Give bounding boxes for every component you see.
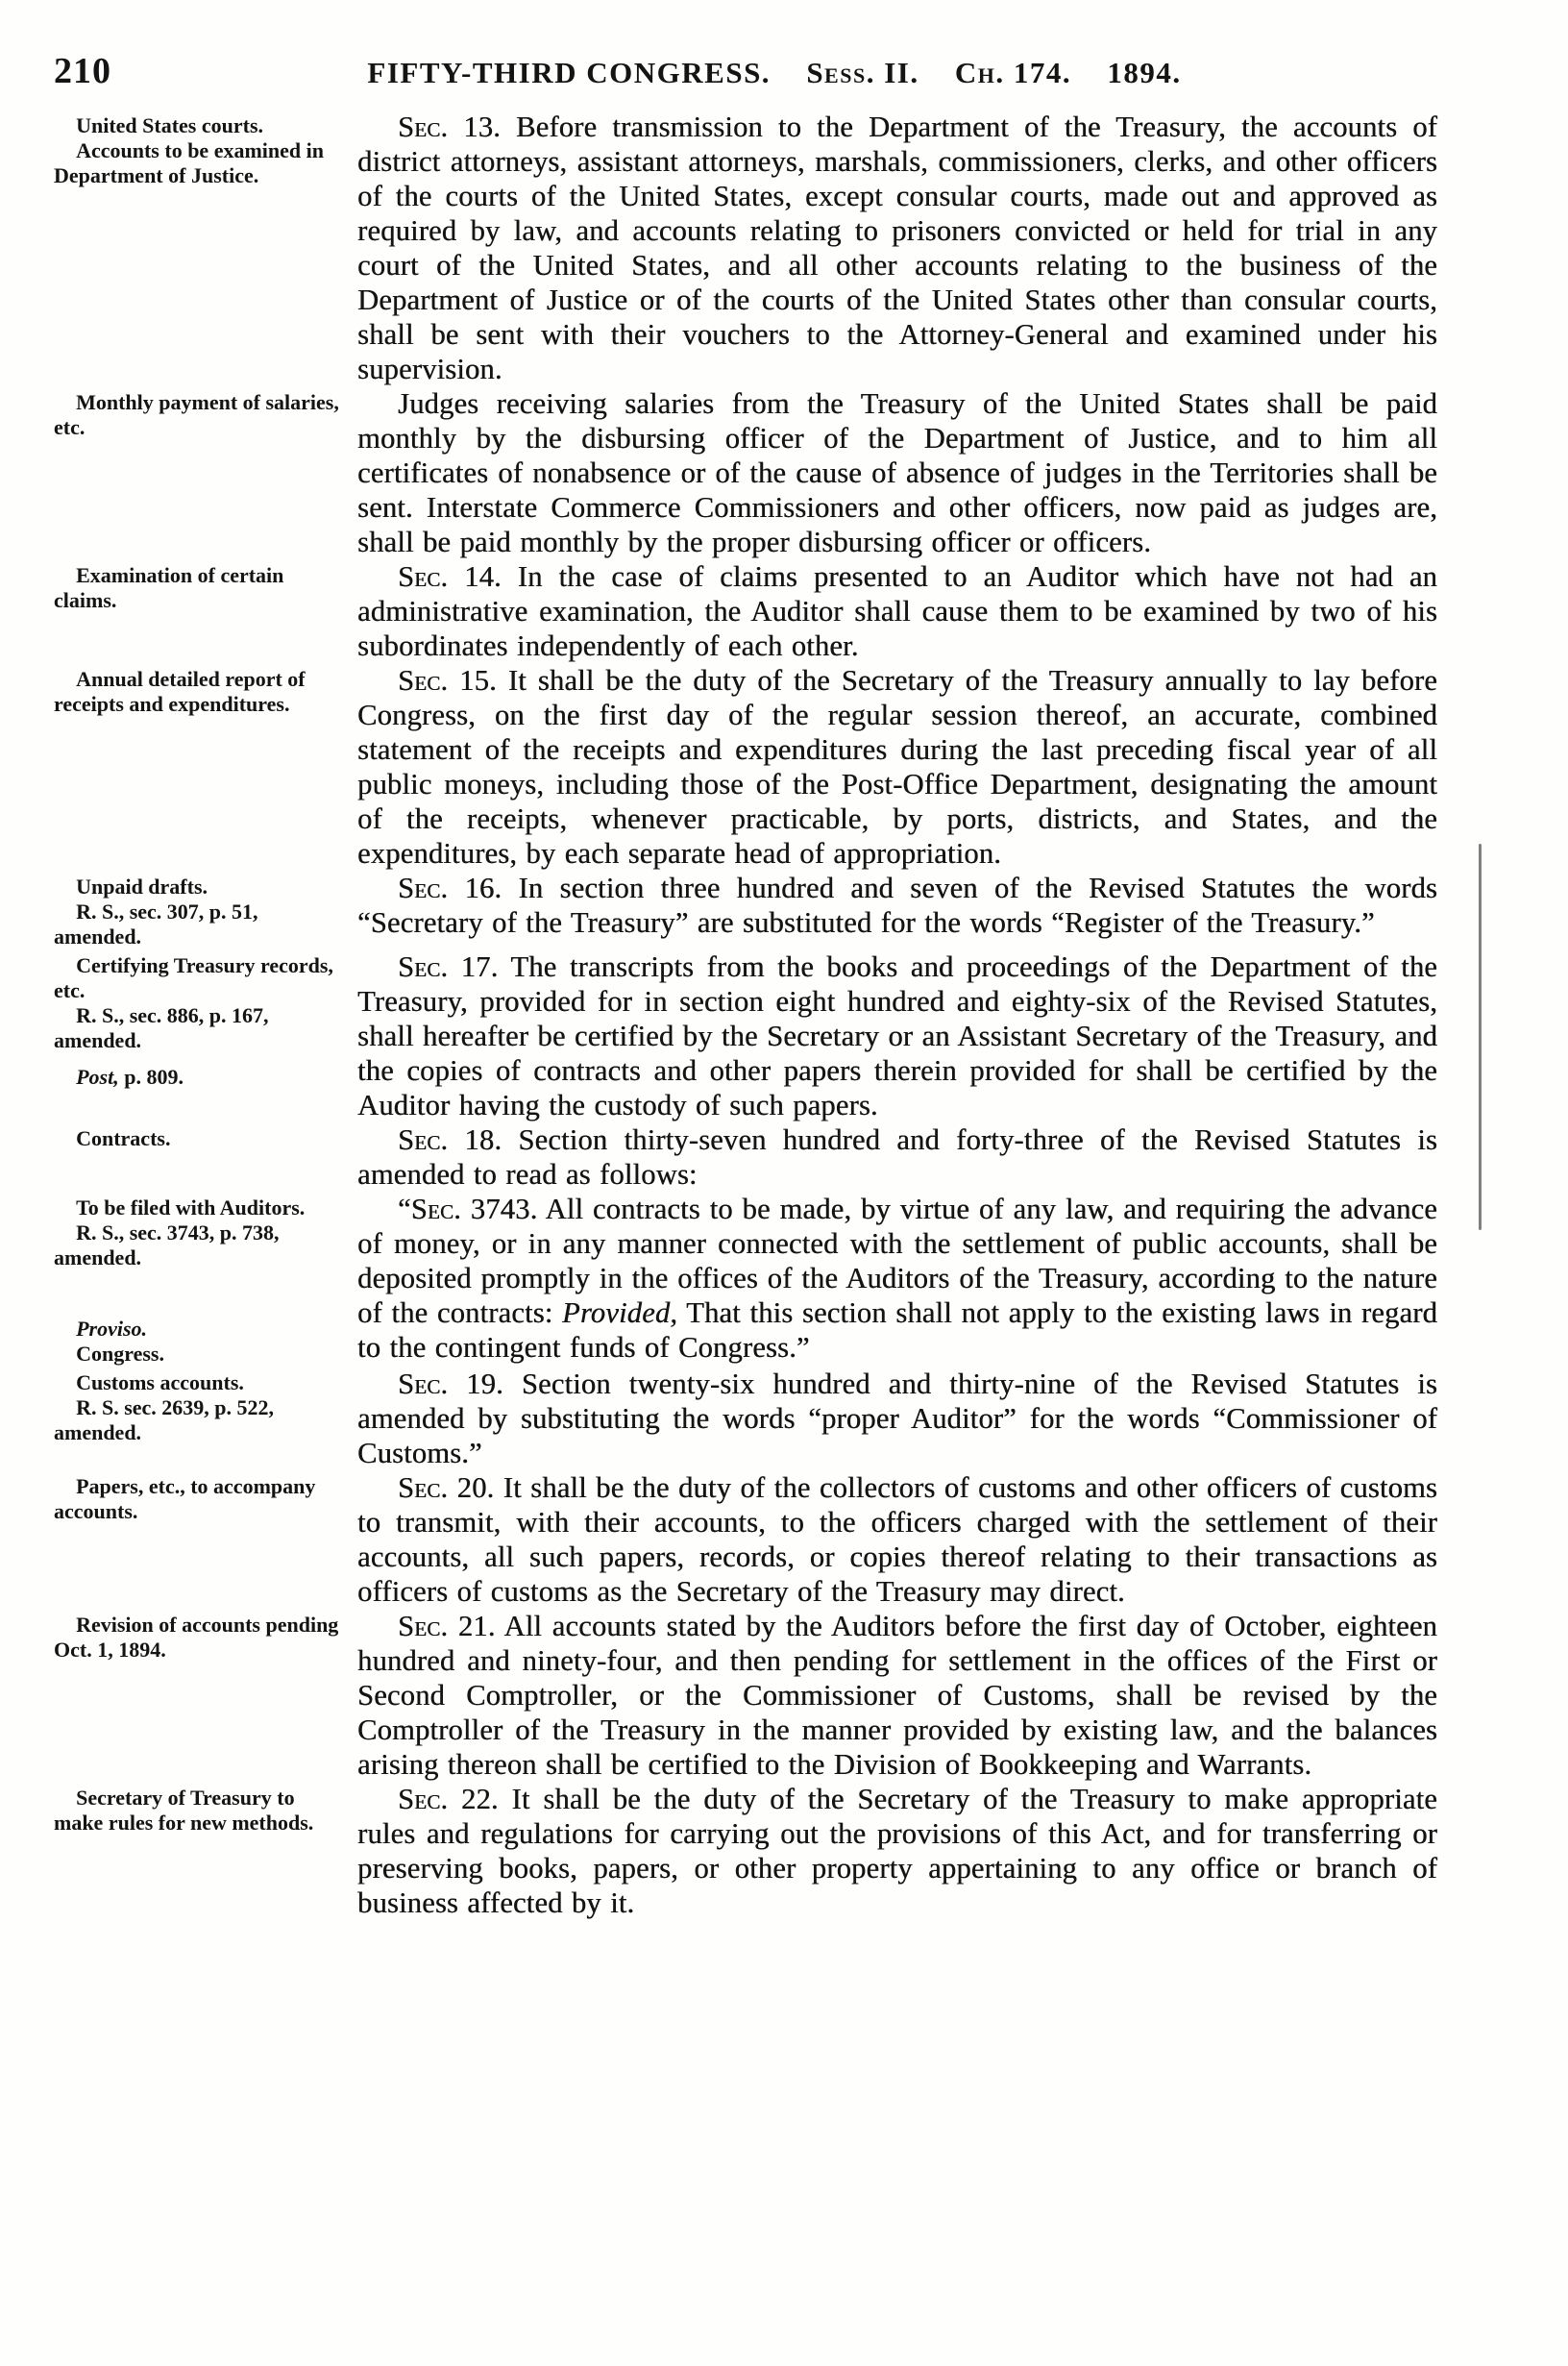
margin-notes bbox=[54, 1470, 348, 1609]
text-segment: That this section shall not apply to the existing laws in regard to the contingent funds of Congress.” bbox=[357, 1295, 1437, 1364]
text-segment: Revision of accounts pending Oct. 1, 1894. bbox=[54, 1612, 339, 1662]
margin-notes bbox=[54, 386, 348, 559]
margin-note bbox=[54, 1613, 348, 1663]
section-label: Sec. 13. bbox=[398, 111, 501, 143]
section-label: Sec. 15. bbox=[398, 664, 497, 697]
statute-paragraph bbox=[357, 1609, 1437, 1782]
running-head-chapter: Ch. 174. bbox=[954, 56, 1072, 89]
margin-note-group bbox=[54, 1065, 348, 1090]
section-label: Sec. 14. bbox=[398, 560, 502, 593]
margin-note bbox=[54, 1370, 348, 1395]
text-segment: p. 809. bbox=[118, 1064, 184, 1089]
margin-note-group bbox=[54, 1317, 348, 1367]
text-segment: United States courts. bbox=[76, 113, 264, 137]
text-segment: R. S., sec. 307, p. 51, amended. bbox=[54, 899, 258, 949]
margin-note bbox=[54, 1220, 348, 1270]
margin-note-group bbox=[54, 875, 348, 949]
statute-paragraph bbox=[357, 871, 1437, 949]
text-segment: Papers, etc., to accompany accounts. bbox=[54, 1473, 316, 1523]
margin-note-group bbox=[54, 1195, 348, 1270]
text-segment: It shall be the duty of the Secretary of the Treasury to make appropriate rules and regulations for carrying out the provisions of this Act, and for transferring or preserving books, papers, or other property appertaining to any office or branch of business affected by it. bbox=[357, 1782, 1437, 1919]
running-head-congress: FIFTY-THIRD CONGRESS. bbox=[367, 56, 772, 89]
text-segment: In the case of claims presented to an Auditor which have not had an administrative examination, the Auditor shall cause them to be examined by two of his subordinates independently of each other. bbox=[357, 560, 1437, 662]
text-segment: The transcripts from the books and proceedings of the Department of the Treasury, provided for in section eight hundred and eighty-six of the Revised Statutes, shall hereafter be certified by the Secretary or an Assistant Secretary of the Treasury, and the copies of contracts and other papers therein provided for shall be certified by the Auditor having the custody of such papers. bbox=[357, 949, 1438, 1121]
text-segment: “ bbox=[398, 1192, 411, 1225]
text-segment: All contracts to be made, by virtue of any law, and requiring the advance of money, or in any manner connected with the settlement of public accounts, shall be deposited promptly in the offices of the Auditors of the Treasury, according to the nature of the contracts: bbox=[357, 1192, 1437, 1329]
text-segment: Contracts. bbox=[76, 1125, 171, 1150]
page-number: 210 bbox=[54, 51, 111, 91]
statute-paragraph bbox=[357, 1192, 1437, 1367]
text-segment: Certifying Treasury records, etc. bbox=[54, 952, 333, 1002]
statute-paragraph bbox=[357, 386, 1437, 559]
text-segment: It shall be the duty of the collectors of customs and other officers of customs to transmit, with their accounts, to the officers charged with the settlement of their accounts, all such papers, records, or copies thereof relating to their transactions as officers of customs as the Secretary of the Treasury may direct. bbox=[357, 1470, 1437, 1608]
margin-note-group bbox=[54, 563, 348, 613]
text-segment: In section three hundred and seven of the Revised Statutes the words “Secretary of the Treasury” are substituted for the words “Register of the Treasury.” bbox=[357, 872, 1437, 939]
statute-paragraph bbox=[357, 1782, 1437, 1920]
margin-note bbox=[54, 1786, 348, 1836]
margin-note-group bbox=[54, 667, 348, 717]
section-label: Sec. 18. bbox=[398, 1122, 502, 1156]
margin-note bbox=[54, 1317, 348, 1342]
section-label: Sec. 17. bbox=[398, 949, 499, 983]
text-segment: Post, bbox=[76, 1064, 119, 1089]
margin-notes bbox=[54, 559, 348, 663]
margin-note-group bbox=[54, 1613, 348, 1663]
statute-paragraph bbox=[357, 1122, 1437, 1192]
text-segment: Customs accounts. bbox=[76, 1369, 244, 1394]
text-segment: R. S. sec. 2639, p. 522, amended. bbox=[54, 1394, 275, 1444]
section-label: Sec. 16. bbox=[398, 872, 502, 904]
margin-note bbox=[54, 953, 348, 1003]
text-segment: Congress. bbox=[76, 1341, 164, 1366]
margin-note-group bbox=[54, 1370, 348, 1445]
margin-note bbox=[54, 900, 348, 949]
section-label: Sec. 3743. bbox=[410, 1192, 538, 1225]
text-segment: Provided, bbox=[562, 1295, 678, 1329]
margin-notes bbox=[54, 1192, 348, 1367]
margin-note bbox=[54, 390, 348, 440]
text-segment: Accounts to be examined in Department of Justice. bbox=[54, 137, 324, 187]
text-segment: Proviso. bbox=[76, 1316, 148, 1341]
text-segment: Monthly payment of salaries, etc. bbox=[54, 390, 339, 439]
margin-notes bbox=[54, 663, 348, 871]
margin-note-group bbox=[54, 1786, 348, 1836]
margin-note bbox=[54, 138, 348, 188]
statute-paragraph bbox=[357, 1367, 1437, 1470]
margin-notes bbox=[54, 1782, 348, 1920]
section-label: Sec. 20. bbox=[398, 1470, 495, 1504]
margin-note bbox=[54, 875, 348, 900]
statute-paragraph bbox=[357, 1470, 1437, 1609]
margin-notes bbox=[54, 1367, 348, 1470]
section-label: Sec. 21. bbox=[398, 1609, 496, 1642]
statute-paragraph bbox=[357, 949, 1437, 1122]
margin-note bbox=[54, 563, 348, 613]
text-segment: Secretary of Treasury to make rules for new methods. bbox=[54, 1785, 314, 1835]
text-segment: All accounts stated by the Auditors before the first day of October, eighteen hundred and ninety-four, and then pending for settlement in the offices of the First or Second Comptroller, or the Commissioner of Customs, shall be revised by the Comptroller of the Treasury in the manner provided by existing law, and the balances arising thereon shall be certified to the Division of Bookkeeping and Warrants. bbox=[357, 1609, 1437, 1781]
statute-paragraph bbox=[357, 110, 1437, 386]
margin-notes bbox=[54, 871, 348, 949]
text-segment: Annual detailed report of receipts and expenditures. bbox=[54, 667, 306, 716]
margin-note bbox=[54, 1003, 348, 1053]
section-label: Sec. 19. bbox=[398, 1367, 503, 1400]
text-segment: Judges receiving salaries from the Treasury of the United States shall be paid monthly by the disbursing officer of the Department of Justice, and to him all certificates of nonabsence or of the cause of absence of judges in the Territories shall be sent. Interstate Commerce Commissioners and other officers, now paid as judges are, shall be paid monthly by the proper disbursing officer or officers. bbox=[357, 387, 1437, 558]
text-segment: Section twenty-six hundred and thirty-nine of the Revised Statutes is amended by substituting the words “proper Auditor” for the words “Commissioner of Customs.” bbox=[357, 1367, 1438, 1469]
page-header bbox=[0, 0, 1568, 92]
margin-note bbox=[54, 1474, 348, 1524]
scan-artifact-line bbox=[1479, 844, 1482, 1230]
statute-paragraph bbox=[357, 663, 1437, 871]
margin-note bbox=[54, 113, 348, 138]
running-head bbox=[111, 56, 1437, 90]
margin-note bbox=[54, 1065, 348, 1090]
text-segment: Before transmission to the Department of the Treasury, the accounts of district attorneys, assistant attorneys, marshals, commissioners, clerks, and other officers of the courts of the United States, except consular courts, made out and approved as required by law, and accounts relating to prisoners convicted or held for trial in any court of the United States, and all other accounts relating to the business of the Department of Justice or of the courts of the United States other than consular courts, shall be sent with their vouchers to the Attorney-General and examined under his supervision. bbox=[357, 111, 1438, 385]
margin-note-group bbox=[54, 1126, 348, 1151]
text-segment: It shall be the duty of the Secretary of the Treasury annually to lay before Congress, on the first day of the regular session thereof, an accurate, combined statement of the receipts and expenditures during the last preceding fiscal year of all public moneys, including those of the Post-Office Department, designating the amount of the receipts, whenever practicable, by ports, districts, and States, and the expenditures, by each separate head of appropriation. bbox=[357, 664, 1437, 870]
text-segment: Section thirty-seven hundred and forty-three of the Revised Statutes is amended to read as follows: bbox=[357, 1122, 1437, 1191]
running-head-year: 1894. bbox=[1107, 56, 1182, 89]
margin-note-group bbox=[54, 390, 348, 440]
statute-paragraph bbox=[357, 559, 1437, 663]
margin-note-group bbox=[54, 113, 348, 188]
running-head-session: Sess. II. bbox=[806, 56, 919, 89]
margin-notes bbox=[54, 110, 348, 386]
text-segment: To be filed with Auditors. bbox=[76, 1195, 306, 1220]
margin-notes bbox=[54, 949, 348, 1122]
margin-note bbox=[54, 1126, 348, 1151]
section-label: Sec. 22. bbox=[398, 1782, 499, 1815]
margin-note bbox=[54, 1342, 348, 1367]
text-segment: Unpaid drafts. bbox=[76, 875, 208, 899]
margin-note bbox=[54, 1395, 348, 1445]
margin-notes bbox=[54, 1122, 348, 1192]
text-segment: Examination of certain claims. bbox=[54, 563, 284, 612]
text-segment: R. S., sec. 3743, p. 738, amended. bbox=[54, 1220, 280, 1269]
margin-note bbox=[54, 1195, 348, 1220]
text-segment: R. S., sec. 886, p. 167, amended. bbox=[54, 1002, 269, 1052]
statute-content bbox=[0, 92, 1568, 1920]
margin-note-group bbox=[54, 953, 348, 1053]
margin-notes bbox=[54, 1609, 348, 1782]
margin-note-group bbox=[54, 1474, 348, 1524]
margin-note bbox=[54, 667, 348, 717]
